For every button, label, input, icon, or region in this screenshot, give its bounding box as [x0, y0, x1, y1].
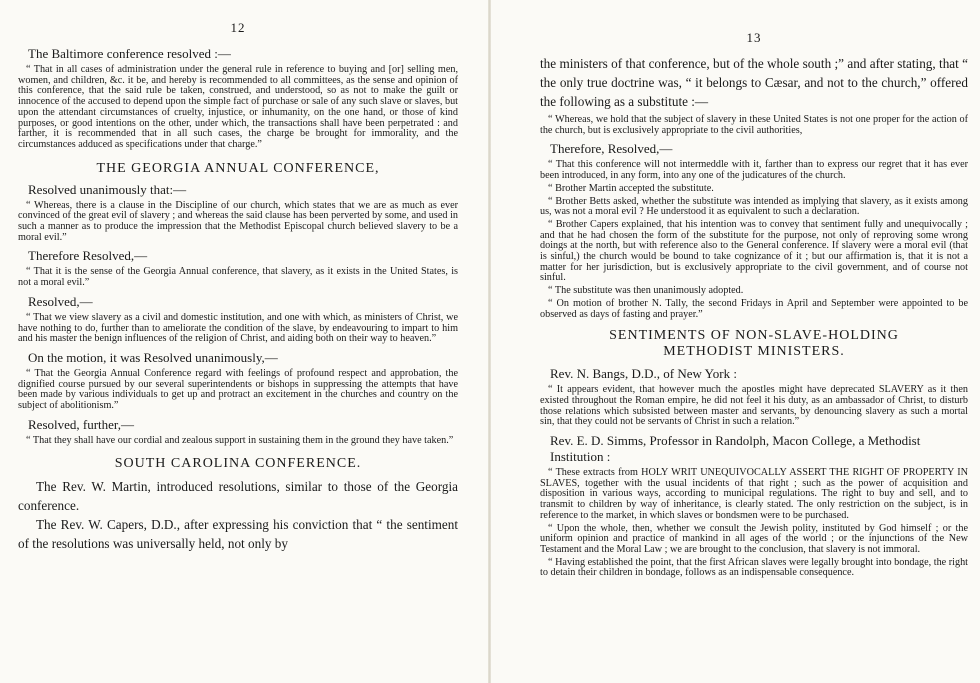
georgia-quote-2: “ That it is the sense of the Georgia Annual conference, that slavery, as it exists in the United States, is not a moral evil.”	[18, 266, 458, 289]
georgia-resolved-2: Therefore Resolved,—	[28, 248, 148, 264]
georgia-resolved-3: Resolved,—	[28, 293, 93, 309]
simms-quote-1: “ These extracts from HOLY WRIT UNEQUIVOCALLY ASSERT THE RIGHT OF PROPERTY IN SLAVES, together with the usual incidents of that right ; such as the power of acquisition and disposition in various ways, according to municipal regulations. The right to buy and sell, and to transmit to children by way of inheritance, is clearly stated. The only restriction on the subject, is in reference to the market, in which slaves or bondsmen were to be purchased.	[540, 467, 968, 521]
bangs-intro: Rev. N. Bangs, D.D., of New York :	[550, 366, 737, 382]
simms-intro: Rev. E. D. Simms, Professor in Randolph, Macon College, a Methodist Institution :	[550, 433, 921, 465]
georgia-heading: THE GEORGIA ANNUAL CONFERENCE,	[96, 160, 380, 176]
tally-motion: “ On motion of brother N. Tally, the second Fridays in April and September were appointed to be observed as days of fasting and prayer.”	[540, 297, 968, 320]
baltimore-intro: The Baltimore conference resolved :—	[28, 46, 231, 61]
simms-quote-2: “ Upon the whole, then, whether we consult the Jewish polity, instituted by God himself ; or the uniform opinion and practice of mankind in all ages of the world ; or the injunctions of the New Testament and the Moral Law ; we are brought to the conclusion, that slavery is not immoral.	[540, 522, 968, 555]
substitute-adopted: “ The substitute was then unanimously adopted.	[548, 285, 744, 297]
substitute-quote: “ Whereas, we hold that the subject of slavery in these United States is not one proper for the action of the church, but is exclusively appropriate to the civil authorities,	[540, 114, 968, 136]
georgia-quote-3: “ That we view slavery as a civil and domestic institution, and one with which, as ministers of Christ, we have nothing to do, further than to ameliorate the condition of the slave, by endeavouring to impart to him and his master the benign influences of the religion of Christ, and aiding both on their way to heaven.”	[18, 311, 458, 345]
south-carolina-para-1: The Rev. W. Martin, introduced resolutions, similar to those of the Georgia conference.	[18, 479, 458, 514]
betts-asked: “ Brother Betts asked, whether the substitute was intended as implying that slavery, as it exists among us, was not a moral evil ? He understood it as equivalent to such a declaration.	[540, 195, 968, 218]
south-carolina-heading: SOUTH CAROLINA CONFERENCE.	[114, 456, 362, 472]
sentiments-heading-line-1: SENTIMENTS OF NON-SLAVE-HOLDING	[609, 328, 899, 344]
georgia-resolved-5: Resolved, further,—	[28, 416, 134, 432]
georgia-quote-4: “ That the Georgia Annual Conference regard with feelings of profound respect and approbation, the dignified course pursued by our several superintendents or bishops in suppressing the attempts that have been made by various individuals to get up and protract an excitement in the churches and country on the subject of abolitionism.”	[18, 367, 458, 412]
baltimore-quote: “ That in all cases of administration under the general rule in reference to buying and [or] selling men, women, and children, &c. it be, and hereby is recommended to all committees, as the sense and opinion of this conference, that the said rule be taken, construed, and understood, so as not to make the guilt or innocence of the accused to depend upon the simple fact of purchase or sale of any such slave or slaves, but upon the attendant circumstances of cruelty, injustice, or inhumanity, on the one hand, or those of kind purposes, or good intentions on the other, under which, the transactions shall have been perpetrated : and farther, it is recommended that in all such cases, the charge be brought for immorality, and the circumstances adduced as specifications under that charge.”	[18, 64, 458, 150]
capers-explained: “ Brother Capers explained, that his intention was to convey that sentiment fully and unequivocally ; and that he had chosen the form of the substitute for the purpose, not only of reproving some wrong doings at the north, but with reference also to the General conference. If slavery were a moral evil (that is sinful,) the church would be bound to take cognizance of it ; but our affirmation is, that it is not a matter for her jurisdiction, but is exclusively appropriate to the civil government, and of course not sinful.	[540, 218, 968, 284]
right-page	[490, 0, 980, 683]
sentiments-heading-line-2: METHODIST MINISTERS.	[663, 344, 845, 360]
intermeddle-quote: “ That this conference will not intermeddle with it, farther than to express our regret that it has ever been introduced, in any form, into any one of the judicatures of the church.	[540, 159, 968, 182]
georgia-quote-1: “ Whereas, there is a clause in the Discipline of our church, which states that we are as much as ever convinced of the great evil of slavery ; and whereas the said clause has been perverted by some, and used in such a manner as to produce the impression that the Methodist Episcopal church believed slavery to be a moral evil.”	[18, 199, 458, 243]
georgia-resolved-4: On the motion, it was Resolved unanimously,—	[28, 349, 278, 365]
simms-quote-3: “ Having established the point, that the first African slaves were legally brought into bondage, the right to detain their children in bondage, follows as an indispensable consequence.	[540, 556, 968, 579]
georgia-resolved-1: Resolved unanimously that:—	[28, 181, 187, 197]
sentiments-heading	[540, 328, 968, 360]
page-number-right: 13	[746, 30, 762, 45]
georgia-quote-5: “ That they shall have our cordial and zealous support in sustaining them in the ground they have taken.”	[26, 434, 454, 446]
capers-continuation: the ministers of that conference, but of the whole south ;” and after stating, that “ the only true doctrine was, “ it belongs to Cæsar, and not to the church,” offered the following as a substitute :—	[540, 56, 968, 109]
bangs-quote: “ It appears evident, that however much the apostles might have deprecated SLAVERY as it then existed throughout the Roman empire, he did not feel it his duty, as an ambassador of Christ, to disturb those relations which subsisted between master and servants, by denouncing slavery as such a mortal sin, that they could not be servants of Christ in such a relation.”	[540, 384, 968, 428]
page-number-left: 12	[230, 20, 246, 35]
martin-accepted: “ Brother Martin accepted the substitute.	[548, 182, 714, 194]
therefore-resolved: Therefore, Resolved,—	[550, 141, 673, 157]
south-carolina-para-2: The Rev. W. Capers, D.D., after expressing his conviction that “ the sentiment of the resolutions was universally held, not only by	[18, 517, 458, 552]
